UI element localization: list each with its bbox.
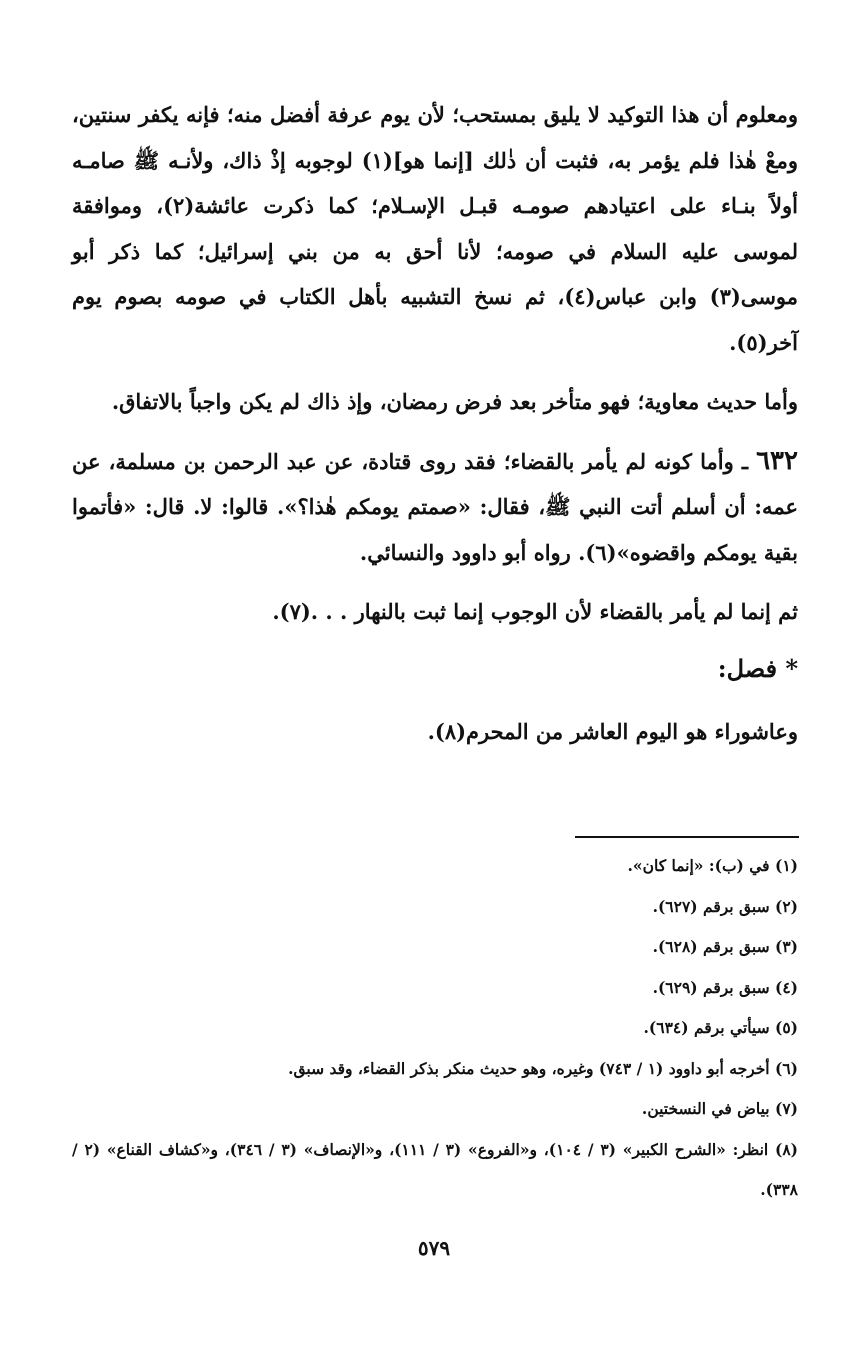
- item-number: ٦٣٢: [756, 445, 798, 476]
- paragraph-ashura-definition: وعاشوراء هو اليوم العاشر من المحرم(٨).: [427, 718, 798, 744]
- footnote-2: (٢) سبق برقم (٦٢٧).: [652, 896, 798, 916]
- paragraph-item-632: [72, 439, 798, 576]
- footnote-divider: [575, 836, 799, 838]
- footnote-8: (٨) انظر: «الشرح الكبير» (٣ / ١٠٤)، و«الفروع» (٣ / ١١١)، و«الإنصاف» (٣ / ٣٤٦)، و«كشاف القناع» (٢ / ٣٣٨).: [72, 1139, 798, 1199]
- footnote-3: (٣) سبق برقم (٦٢٨).: [652, 937, 798, 956]
- paragraph-no-qada: ثم إنما لم يأمر بالقضاء لأن الوجوب إنما ثبت بالنهار . . .(٧).: [272, 599, 798, 624]
- item-text: ـ وأما كونه لم يأمر بالقضاء؛ فقد روى قتادة، عن عبد الرحمن بن مسلمة، عن عمه: أن أسلم أتت النبي ﷺ، فقال: «صمتم يومكم هٰذا؟». قالوا: لا. قال: «فأتموا بقية يومكم واقضوه»(٦). رواه أبو داوود والنسائي.: [72, 448, 798, 565]
- page-number: ٥٧٩: [417, 1236, 451, 1260]
- footnotes: [72, 846, 798, 1211]
- footnote-4: (٤) سبق برقم (٦٢٩).: [652, 977, 798, 997]
- footnote-1: (١) في (ب): «إنما كان».: [627, 856, 798, 875]
- paragraph-obligation-argument: ومعلوم أن هذا التوكيد لا يليق بمستحب؛ لأن يوم عرفة أفضل منه؛ فإنه يكفر سنتين، ومعْ هٰذا فلم يؤمر به، فثبت أن ذٰلك [إنما هو](١) لوجوبه إذْ ذاك، ولأنـه ﷺ صامـه أولاً بنـاء على اعتيادهم صومـه قبـل الإسـلام؛ كما ذكرت عائشة(٢)، وموافقة لموسى عليه السلام في صومه؛ لأنا أحق به من بني إسرائيل؛ كما ذكر أبو موسى(٣) وابن عباس(٤)، ثم نسخ التشبيه بأهل الكتاب في صومه بصوم يوم آخر(٥).: [72, 102, 799, 355]
- section-heading: * فصل:: [717, 653, 798, 683]
- paragraph-muawiya-hadith: وأما حديث معاوية؛ فهو متأخر بعد فرض رمضان، وإذ ذاك لم يكن واجباً بالاتفاق.: [111, 389, 798, 414]
- main-text: [72, 92, 798, 754]
- footnote-7: (٧) بياض في النسختين.: [641, 1099, 798, 1118]
- footnote-6: (٦) أخرجه أبو داوود (١ / ٧٤٣) وغيره، وهو حديث منكر بذكر القضاء، وقد سبق.: [288, 1058, 798, 1078]
- footnote-5: (٥) سيأتي برقم (٦٣٤).: [643, 1018, 798, 1037]
